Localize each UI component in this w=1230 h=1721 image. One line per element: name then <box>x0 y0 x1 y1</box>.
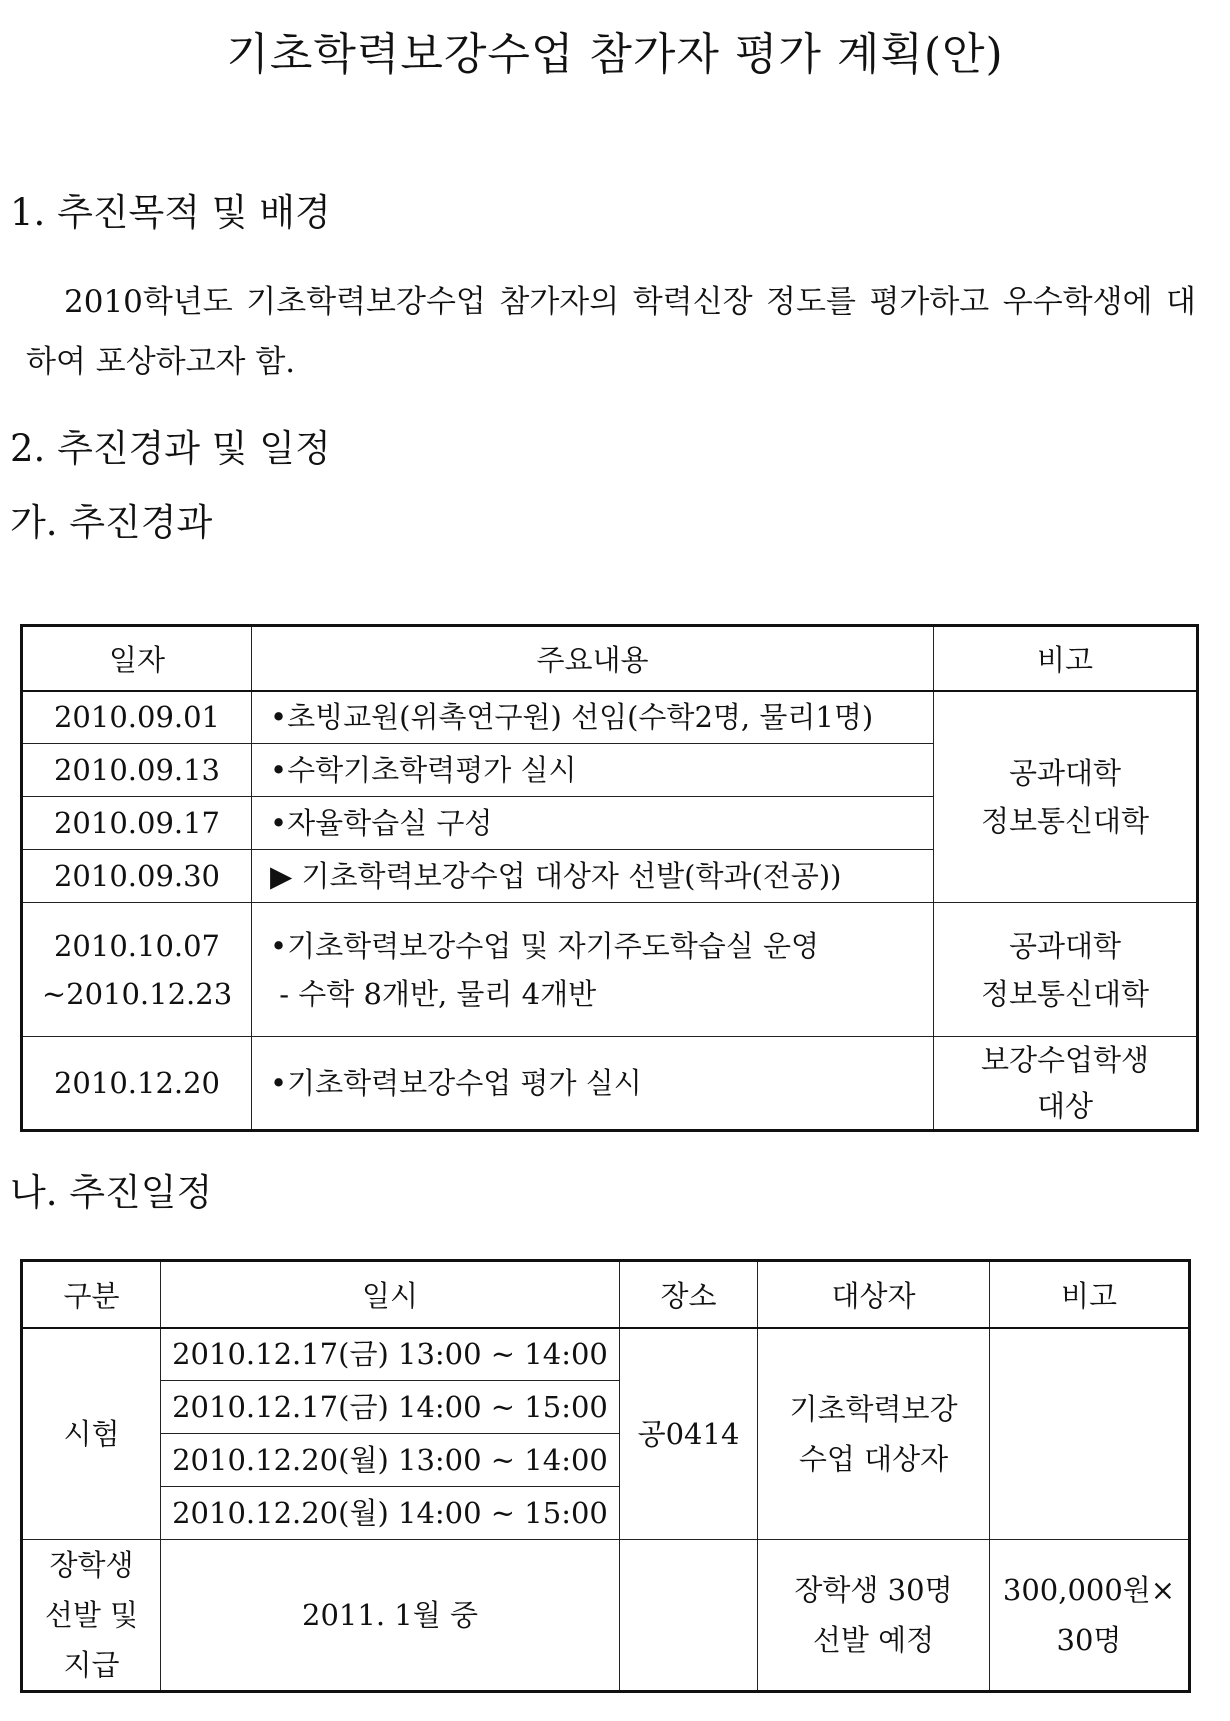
row-content: •수학기초학력평가 실시 <box>252 744 934 797</box>
category-line: 지급 <box>63 1648 120 1682</box>
exam-datetime: 2010.12.20(월) 14:00 ~ 15:00 <box>161 1487 620 1540</box>
date-line: ~2010.12.23 <box>41 976 233 1011</box>
row-remark <box>934 903 1198 1037</box>
remark-line: 정보통신대학 <box>980 803 1150 838</box>
scholarship-place <box>620 1540 758 1692</box>
header-datetime: 일시 <box>161 1261 620 1328</box>
header-content: 주요내용 <box>252 626 934 691</box>
exam-datetime: 2010.12.20(월) 13:00 ~ 14:00 <box>161 1434 620 1487</box>
target-line: 수업 대상자 <box>798 1441 949 1476</box>
row-content: •자율학습실 구성 <box>252 797 934 850</box>
row-date: 2010.09.01 <box>22 691 252 744</box>
table-row <box>22 1540 1190 1692</box>
table-row <box>22 1328 1190 1381</box>
table-row <box>22 691 1198 744</box>
date-line: 2010.10.07 <box>53 928 221 963</box>
remark-line: 공과대학 <box>1008 928 1122 963</box>
content-line: - 수학 8개반, 물리 4개반 <box>270 976 597 1011</box>
table-row <box>22 903 1198 1037</box>
row-content: ▶ 기초학력보강수업 대상자 선발(학과(전공)) <box>252 850 934 903</box>
row-date <box>22 903 252 1037</box>
exam-place: 공0414 <box>620 1328 758 1540</box>
section2-heading: 2. 추진경과 및 일정 <box>10 427 331 470</box>
scholarship-note <box>990 1540 1190 1692</box>
progress-table-header <box>22 626 1198 691</box>
scholarship-category <box>22 1540 161 1692</box>
note-line: 30명 <box>1056 1623 1122 1657</box>
target-line: 기초학력보강 <box>789 1391 958 1426</box>
header-target: 대상자 <box>758 1261 990 1328</box>
document-title: 기초학력보강수업 참가자 평가 계획(안) <box>226 29 1004 80</box>
exam-note <box>990 1328 1190 1540</box>
row-content: •초빙교원(위촉연구원) 선임(수학2명, 물리1명) <box>252 691 934 744</box>
target-line: 장학생 30명 <box>794 1573 953 1607</box>
schedule-table <box>20 1259 1191 1693</box>
exam-datetime: 2010.12.17(금) 13:00 ~ 14:00 <box>161 1328 620 1381</box>
header-date: 일자 <box>22 626 252 691</box>
row-remark <box>934 691 1198 903</box>
remark-line: 보강수업학생 <box>980 1043 1150 1077</box>
section1-paragraph: 2010학년도 기초학력보강수업 참가자의 학력신장 정도를 평가하고 우수학생에 대하여 포상하고자 함. <box>26 284 1196 380</box>
remark-line: 정보통신대학 <box>980 976 1150 1011</box>
note-line: 300,000원× <box>1002 1573 1176 1607</box>
scholarship-datetime: 2011. 1월 중 <box>161 1540 620 1692</box>
subsection-b-heading: 나. 추진일정 <box>10 1171 213 1214</box>
category-line: 선발 및 <box>44 1598 139 1632</box>
exam-datetime: 2010.12.17(금) 14:00 ~ 15:00 <box>161 1381 620 1434</box>
exam-category: 시험 <box>22 1328 161 1540</box>
exam-target <box>758 1328 990 1540</box>
section1-heading: 1. 추진목적 및 배경 <box>10 191 331 234</box>
row-date: 2010.09.13 <box>22 744 252 797</box>
target-line: 선발 예정 <box>812 1623 935 1657</box>
row-content <box>252 903 934 1037</box>
row-remark <box>934 1037 1198 1131</box>
category-line: 장학생 <box>49 1548 134 1582</box>
progress-table <box>20 624 1199 1132</box>
remark-line: 공과대학 <box>1008 755 1122 790</box>
schedule-table-header <box>22 1261 1190 1328</box>
header-remark: 비고 <box>934 626 1198 691</box>
header-category: 구분 <box>22 1261 161 1328</box>
row-date: 2010.09.17 <box>22 797 252 850</box>
remark-line: 대상 <box>1036 1089 1094 1123</box>
row-content: •기초학력보강수업 평가 실시 <box>252 1037 934 1131</box>
subsection-a-heading: 가. 추진경과 <box>10 501 213 544</box>
row-date: 2010.12.20 <box>22 1037 252 1131</box>
header-place: 장소 <box>620 1261 758 1328</box>
table-row <box>22 1037 1198 1131</box>
content-line: •기초학력보강수업 및 자기주도학습실 운영 <box>270 928 820 963</box>
scholarship-target <box>758 1540 990 1692</box>
header-note: 비고 <box>990 1261 1190 1328</box>
row-date: 2010.09.30 <box>22 850 252 903</box>
